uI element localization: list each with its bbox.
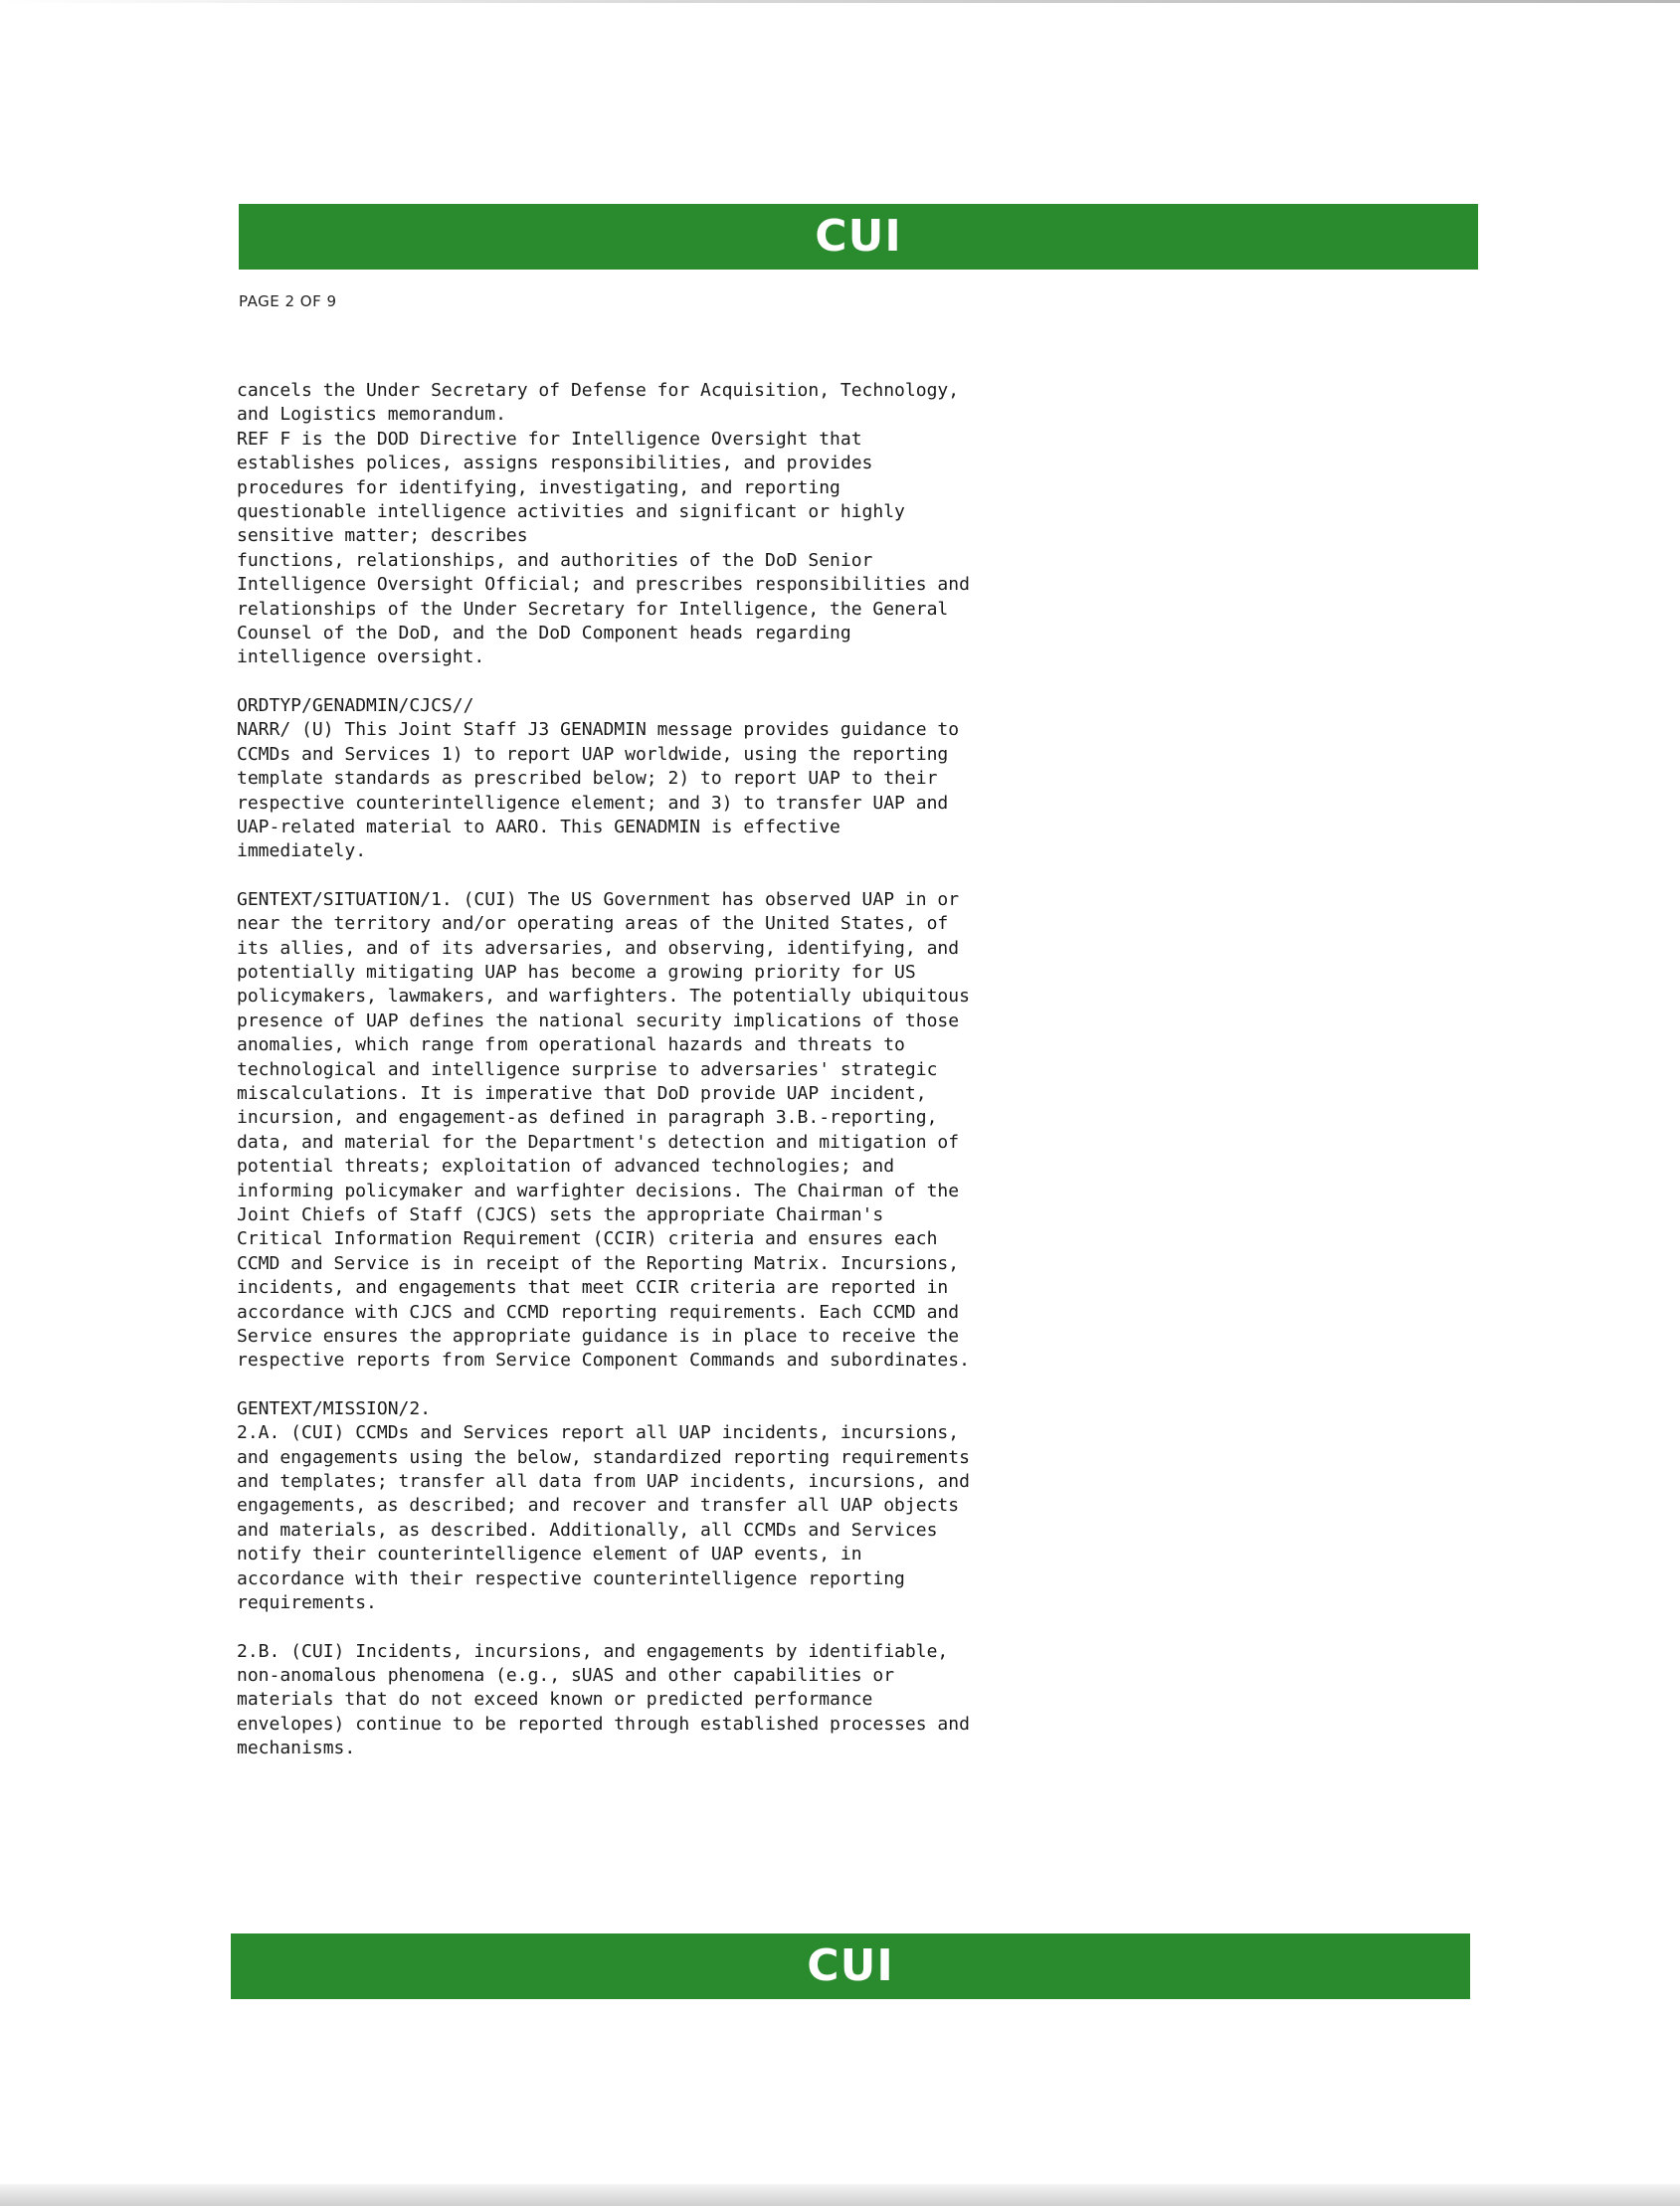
paragraph [237, 888, 1530, 1374]
text-line: template standards as prescribed below; 2) to report UAP to their [237, 768, 938, 790]
text-line: UAP-related material to AARO. This GENADMIN is effective [237, 816, 840, 837]
text-line: accordance with their respective counterintelligence reporting [237, 1567, 905, 1589]
text-line: its allies, and of its adversaries, and observing, identifying, and [237, 937, 960, 959]
text-line: and engagements using the below, standardized reporting requirements [237, 1446, 970, 1468]
document-body [237, 379, 1530, 1785]
text-line: Intelligence Oversight Official; and prescribes responsibilities and [237, 574, 970, 596]
cui-banner-bottom [231, 1933, 1470, 1999]
text-line: cancels the Under Secretary of Defense for Acquisition, Technology, [237, 380, 960, 401]
text-line: intelligence oversight. [237, 646, 485, 668]
page-number: PAGE 2 OF 9 [239, 292, 337, 310]
text-line: anomalies, which range from operational hazards and threats to [237, 1034, 905, 1056]
scan-top-edge [0, 0, 1680, 3]
cui-banner-bottom-text: CUI [807, 1940, 894, 1991]
text-line: 2.B. (CUI) Incidents, incursions, and engagements by identifiable, [237, 1640, 949, 1662]
text-line: functions, relationships, and authorities of the DoD Senior [237, 549, 873, 571]
text-line: and Logistics memorandum. [237, 404, 506, 426]
text-line: technological and intelligence surprise to adversaries' strategic [237, 1058, 938, 1080]
text-line: potential threats; exploitation of advanced technologies; and [237, 1156, 895, 1178]
text-line: CCMDs and Services 1) to report UAP worldwide, using the reporting [237, 743, 949, 765]
cui-banner-top [239, 204, 1478, 270]
text-line: data, and material for the Department's detection and mitigation of [237, 1131, 960, 1153]
text-line: and materials, as described. Additionally, all CCMDs and Services [237, 1519, 938, 1541]
paragraph [237, 1397, 1530, 1616]
text-line: envelopes) continue to be reported through established processes and [237, 1713, 970, 1735]
text-line: Critical Information Requirement (CCIR) criteria and ensures each [237, 1228, 938, 1250]
text-line: mechanisms. [237, 1738, 356, 1759]
text-line: incursion, and engagement-as defined in paragraph 3.B.-reporting, [237, 1107, 938, 1129]
text-line: 2.A. (CUI) CCMDs and Services report all UAP incidents, incursions, [237, 1422, 960, 1444]
text-line: procedures for identifying, investigating, and reporting [237, 476, 840, 498]
text-line: establishes polices, assigns responsibilities, and provides [237, 453, 873, 474]
text-line: immediately. [237, 840, 367, 862]
cui-banner-top-text: CUI [815, 211, 902, 262]
text-line: relationships of the Under Secretary for Intelligence, the General [237, 598, 949, 620]
text-line: REF F is the DOD Directive for Intelligence Oversight that [237, 428, 862, 450]
text-line: non-anomalous phenomena (e.g., sUAS and other capabilities or [237, 1664, 895, 1686]
text-line: CCMD and Service is in receipt of the Reporting Matrix. Incursions, [237, 1252, 960, 1274]
paragraph [237, 379, 1530, 670]
text-line: accordance with CJCS and CCMD reporting requirements. Each CCMD and [237, 1301, 960, 1323]
paragraph [237, 1640, 1530, 1761]
text-line: and templates; transfer all data from UAP incidents, incursions, and [237, 1471, 970, 1493]
text-line: respective reports from Service Component Commands and subordinates. [237, 1350, 970, 1372]
text-line: GENTEXT/MISSION/2. [237, 1397, 432, 1419]
text-line: materials that do not exceed known or predicted performance [237, 1689, 873, 1711]
scan-bottom-edge [0, 2184, 1680, 2206]
text-line: requirements. [237, 1592, 377, 1614]
text-line: presence of UAP defines the national security implications of those [237, 1010, 960, 1031]
text-line: miscalculations. It is imperative that DoD provide UAP incident, [237, 1082, 927, 1104]
text-line: near the territory and/or operating areas of the United States, of [237, 913, 949, 935]
text-line: Joint Chiefs of Staff (CJCS) sets the appropriate Chairman's [237, 1204, 884, 1225]
text-line: GENTEXT/SITUATION/1. (CUI) The US Government has observed UAP in or [237, 888, 960, 910]
text-line: sensitive matter; describes [237, 525, 528, 547]
text-line: notify their counterintelligence element of UAP events, in [237, 1544, 862, 1565]
paragraph [237, 694, 1530, 864]
text-line: NARR/ (U) This Joint Staff J3 GENADMIN message provides guidance to [237, 719, 960, 741]
text-line: incidents, and engagements that meet CCIR criteria are reported in [237, 1277, 949, 1299]
text-line: Service ensures the appropriate guidance is in place to receive the [237, 1326, 960, 1348]
text-line: ORDTYP/GENADMIN/CJCS// [237, 694, 474, 716]
text-line: respective counterintelligence element; and 3) to transfer UAP and [237, 792, 949, 814]
text-line: questionable intelligence activities and significant or highly [237, 501, 905, 523]
text-line: policymakers, lawmakers, and warfighters. The potentially ubiquitous [237, 986, 970, 1008]
text-line: informing policymaker and warfighter decisions. The Chairman of the [237, 1180, 960, 1201]
text-line: Counsel of the DoD, and the DoD Component heads regarding [237, 623, 851, 644]
text-line: engagements, as described; and recover and transfer all UAP objects [237, 1495, 960, 1517]
text-line: potentially mitigating UAP has become a growing priority for US [237, 961, 916, 983]
